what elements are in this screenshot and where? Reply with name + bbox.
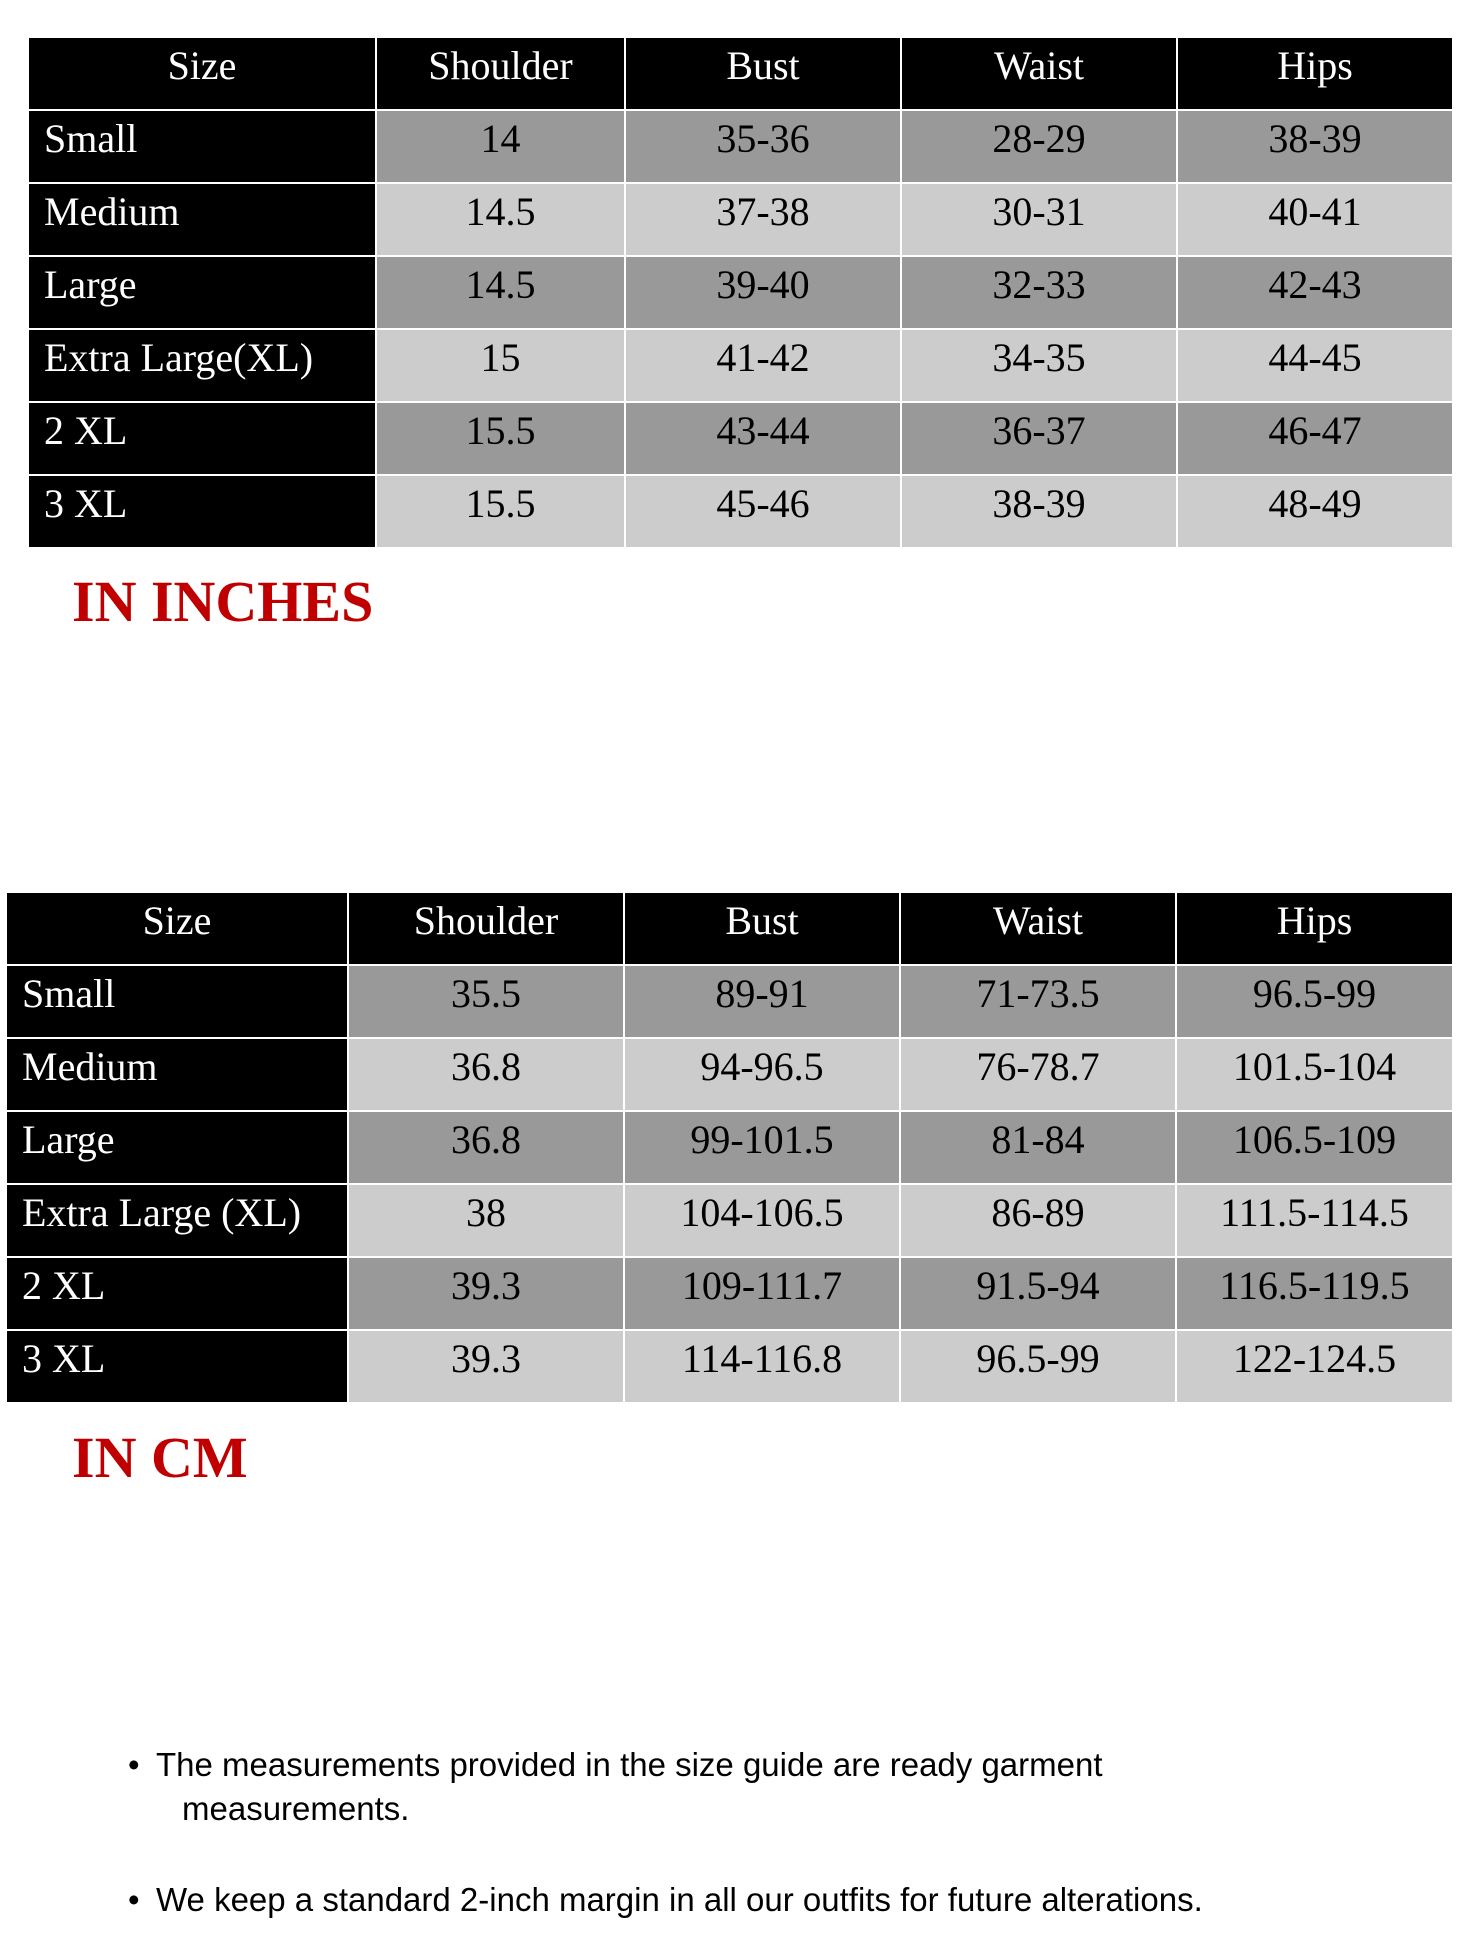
shoulder-cell: 35.5: [348, 965, 624, 1038]
waist-cell: 36-37: [901, 402, 1177, 475]
note-line: The measurements provided in the size guide are ready garment: [156, 1746, 1103, 1783]
hips-cell: 42-43: [1177, 256, 1453, 329]
hips-cell: 111.5-114.5: [1176, 1184, 1453, 1257]
list-item: [128, 1878, 1328, 1922]
size-chart-inches: [27, 36, 1454, 549]
header-hips: Hips: [1176, 892, 1453, 965]
header-shoulder: Shoulder: [348, 892, 624, 965]
header-waist: Waist: [901, 37, 1177, 110]
size-label: Small: [6, 965, 348, 1038]
unit-caption-inches: IN INCHES: [72, 569, 374, 634]
shoulder-cell: 15: [376, 329, 625, 402]
shoulder-cell: 15.5: [376, 475, 625, 548]
table-row: [28, 329, 1453, 402]
hips-cell: 44-45: [1177, 329, 1453, 402]
shoulder-cell: 14.5: [376, 256, 625, 329]
bust-cell: 99-101.5: [624, 1111, 900, 1184]
header-hips: Hips: [1177, 37, 1453, 110]
bust-cell: 104-106.5: [624, 1184, 900, 1257]
table-header-row: [6, 892, 1453, 965]
size-chart-cm: [5, 891, 1454, 1404]
size-label: Small: [28, 110, 376, 183]
shoulder-cell: 38: [348, 1184, 624, 1257]
note-text: [156, 1878, 1328, 1922]
table-row: [28, 183, 1453, 256]
size-label: Medium: [6, 1038, 348, 1111]
table-row: [6, 1038, 1453, 1111]
table-row: [6, 1330, 1453, 1403]
list-item: [128, 1743, 1328, 1831]
waist-cell: 81-84: [900, 1111, 1176, 1184]
note-line: We keep a standard 2-inch margin in all our outfits for future alterations.: [156, 1881, 1203, 1918]
table-header-row: [28, 37, 1453, 110]
note-line-continued: measurements.: [182, 1790, 410, 1827]
bust-cell: 109-111.7: [624, 1257, 900, 1330]
waist-cell: 28-29: [901, 110, 1177, 183]
size-label: Large: [28, 256, 376, 329]
bust-cell: 114-116.8: [624, 1330, 900, 1403]
header-size: Size: [28, 37, 376, 110]
waist-cell: 86-89: [900, 1184, 1176, 1257]
hips-cell: 48-49: [1177, 475, 1453, 548]
table-row: [28, 110, 1453, 183]
waist-cell: 30-31: [901, 183, 1177, 256]
header-bust: Bust: [624, 892, 900, 965]
bust-cell: 41-42: [625, 329, 901, 402]
hips-cell: 38-39: [1177, 110, 1453, 183]
bust-cell: 43-44: [625, 402, 901, 475]
header-waist: Waist: [900, 892, 1176, 965]
shoulder-cell: 36.8: [348, 1038, 624, 1111]
hips-cell: 46-47: [1177, 402, 1453, 475]
size-label: 3 XL: [6, 1330, 348, 1403]
hips-cell: 101.5-104: [1176, 1038, 1453, 1111]
header-shoulder: Shoulder: [376, 37, 625, 110]
table-row: [6, 1257, 1453, 1330]
table-row: [28, 475, 1453, 548]
table-row: [28, 256, 1453, 329]
shoulder-cell: 14.5: [376, 183, 625, 256]
size-label: 2 XL: [6, 1257, 348, 1330]
note-text: [156, 1743, 1328, 1831]
shoulder-cell: 39.3: [348, 1330, 624, 1403]
waist-cell: 76-78.7: [900, 1038, 1176, 1111]
bust-cell: 45-46: [625, 475, 901, 548]
bust-cell: 89-91: [624, 965, 900, 1038]
size-notes-list: [128, 1743, 1328, 1922]
table-row: [28, 402, 1453, 475]
table-row: [6, 965, 1453, 1038]
table-row: [6, 1111, 1453, 1184]
hips-cell: 122-124.5: [1176, 1330, 1453, 1403]
bust-cell: 39-40: [625, 256, 901, 329]
waist-cell: 71-73.5: [900, 965, 1176, 1038]
unit-caption-cm: IN CM: [72, 1425, 248, 1490]
size-label: Large: [6, 1111, 348, 1184]
shoulder-cell: 15.5: [376, 402, 625, 475]
bust-cell: 37-38: [625, 183, 901, 256]
waist-cell: 32-33: [901, 256, 1177, 329]
waist-cell: 34-35: [901, 329, 1177, 402]
size-label: Medium: [28, 183, 376, 256]
size-label: 2 XL: [28, 402, 376, 475]
bust-cell: 35-36: [625, 110, 901, 183]
shoulder-cell: 39.3: [348, 1257, 624, 1330]
waist-cell: 91.5-94: [900, 1257, 1176, 1330]
waist-cell: 38-39: [901, 475, 1177, 548]
bullet-icon: •: [128, 1881, 140, 1918]
bullet-icon: •: [128, 1746, 140, 1783]
table-row: [6, 1184, 1453, 1257]
hips-cell: 96.5-99: [1176, 965, 1453, 1038]
waist-cell: 96.5-99: [900, 1330, 1176, 1403]
size-label: Extra Large(XL): [28, 329, 376, 402]
hips-cell: 40-41: [1177, 183, 1453, 256]
header-size: Size: [6, 892, 348, 965]
header-bust: Bust: [625, 37, 901, 110]
size-label: Extra Large (XL): [6, 1184, 348, 1257]
hips-cell: 116.5-119.5: [1176, 1257, 1453, 1330]
shoulder-cell: 36.8: [348, 1111, 624, 1184]
hips-cell: 106.5-109: [1176, 1111, 1453, 1184]
shoulder-cell: 14: [376, 110, 625, 183]
bust-cell: 94-96.5: [624, 1038, 900, 1111]
size-label: 3 XL: [28, 475, 376, 548]
